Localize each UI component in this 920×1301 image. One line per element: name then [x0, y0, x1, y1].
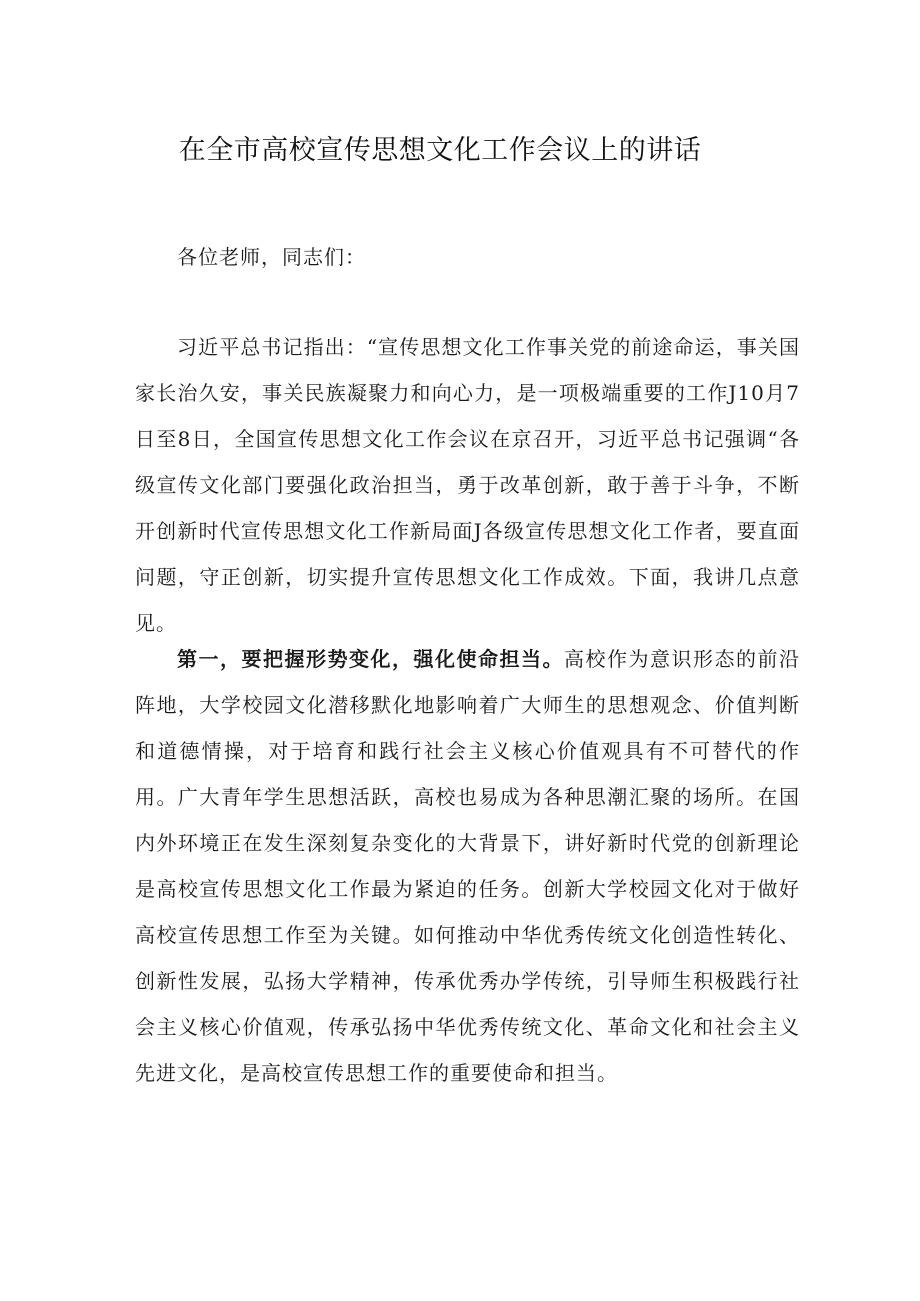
paragraph-2-body: 高校作为意识形态的前沿阵地，大学校园文化潜移默化地影响着广大师生的思想观念、价值判断和道德情操，对于培育和践行社会主义核心价值观具有不可替代的作用。广大青年学生思想活跃，高校也易成为各种思潮汇聚的场所。在国内外环境正在发生深刻复杂变化的大背景下，讲好新时代党的创新理论是高校宣传思想文化工作最为紧迫的任务。创新大学校园文化对于做好高校宣传思想工作至为关键。如何推动中华优秀传统文化创造性转化、创新性发展，弘扬大学精神，传承优秀办学传统，引导师生积极践行社会主义核心价值观，传承弘扬中华优秀传统文化、革命文化和社会主义先进文化，是高校宣传思想工作的重要使命和担当。 [135, 647, 800, 1085]
document-title: 在全市高校宣传思想文化工作会议上的讲话 [178, 135, 702, 166]
paragraph-1: 习近平总书记指出：“宣传思想文化工作事关党的前途命运，事关国家长治久安，事关民族凝聚力和向心力，是一项极端重要的工作J10月7日至8日，全国宣传思想文化工作会议在京召开，习近平总书记强调“各级宣传文化部门要强化政治担当，勇于改革创新，敢于善于斗争，不断开创新时代宣传思想文化工作新局面J各级宣传思想文化工作者，要直面问题，守正创新，切实提升宣传思想文化工作成效。下面，我讲几点意见。 [135, 335, 800, 635]
paragraph-2 [135, 636, 800, 1096]
greeting: 各位老师，同志们： [177, 245, 366, 269]
paragraph-2-lead: 第一，要把握形势变化，强化使命担当。 [177, 647, 564, 671]
